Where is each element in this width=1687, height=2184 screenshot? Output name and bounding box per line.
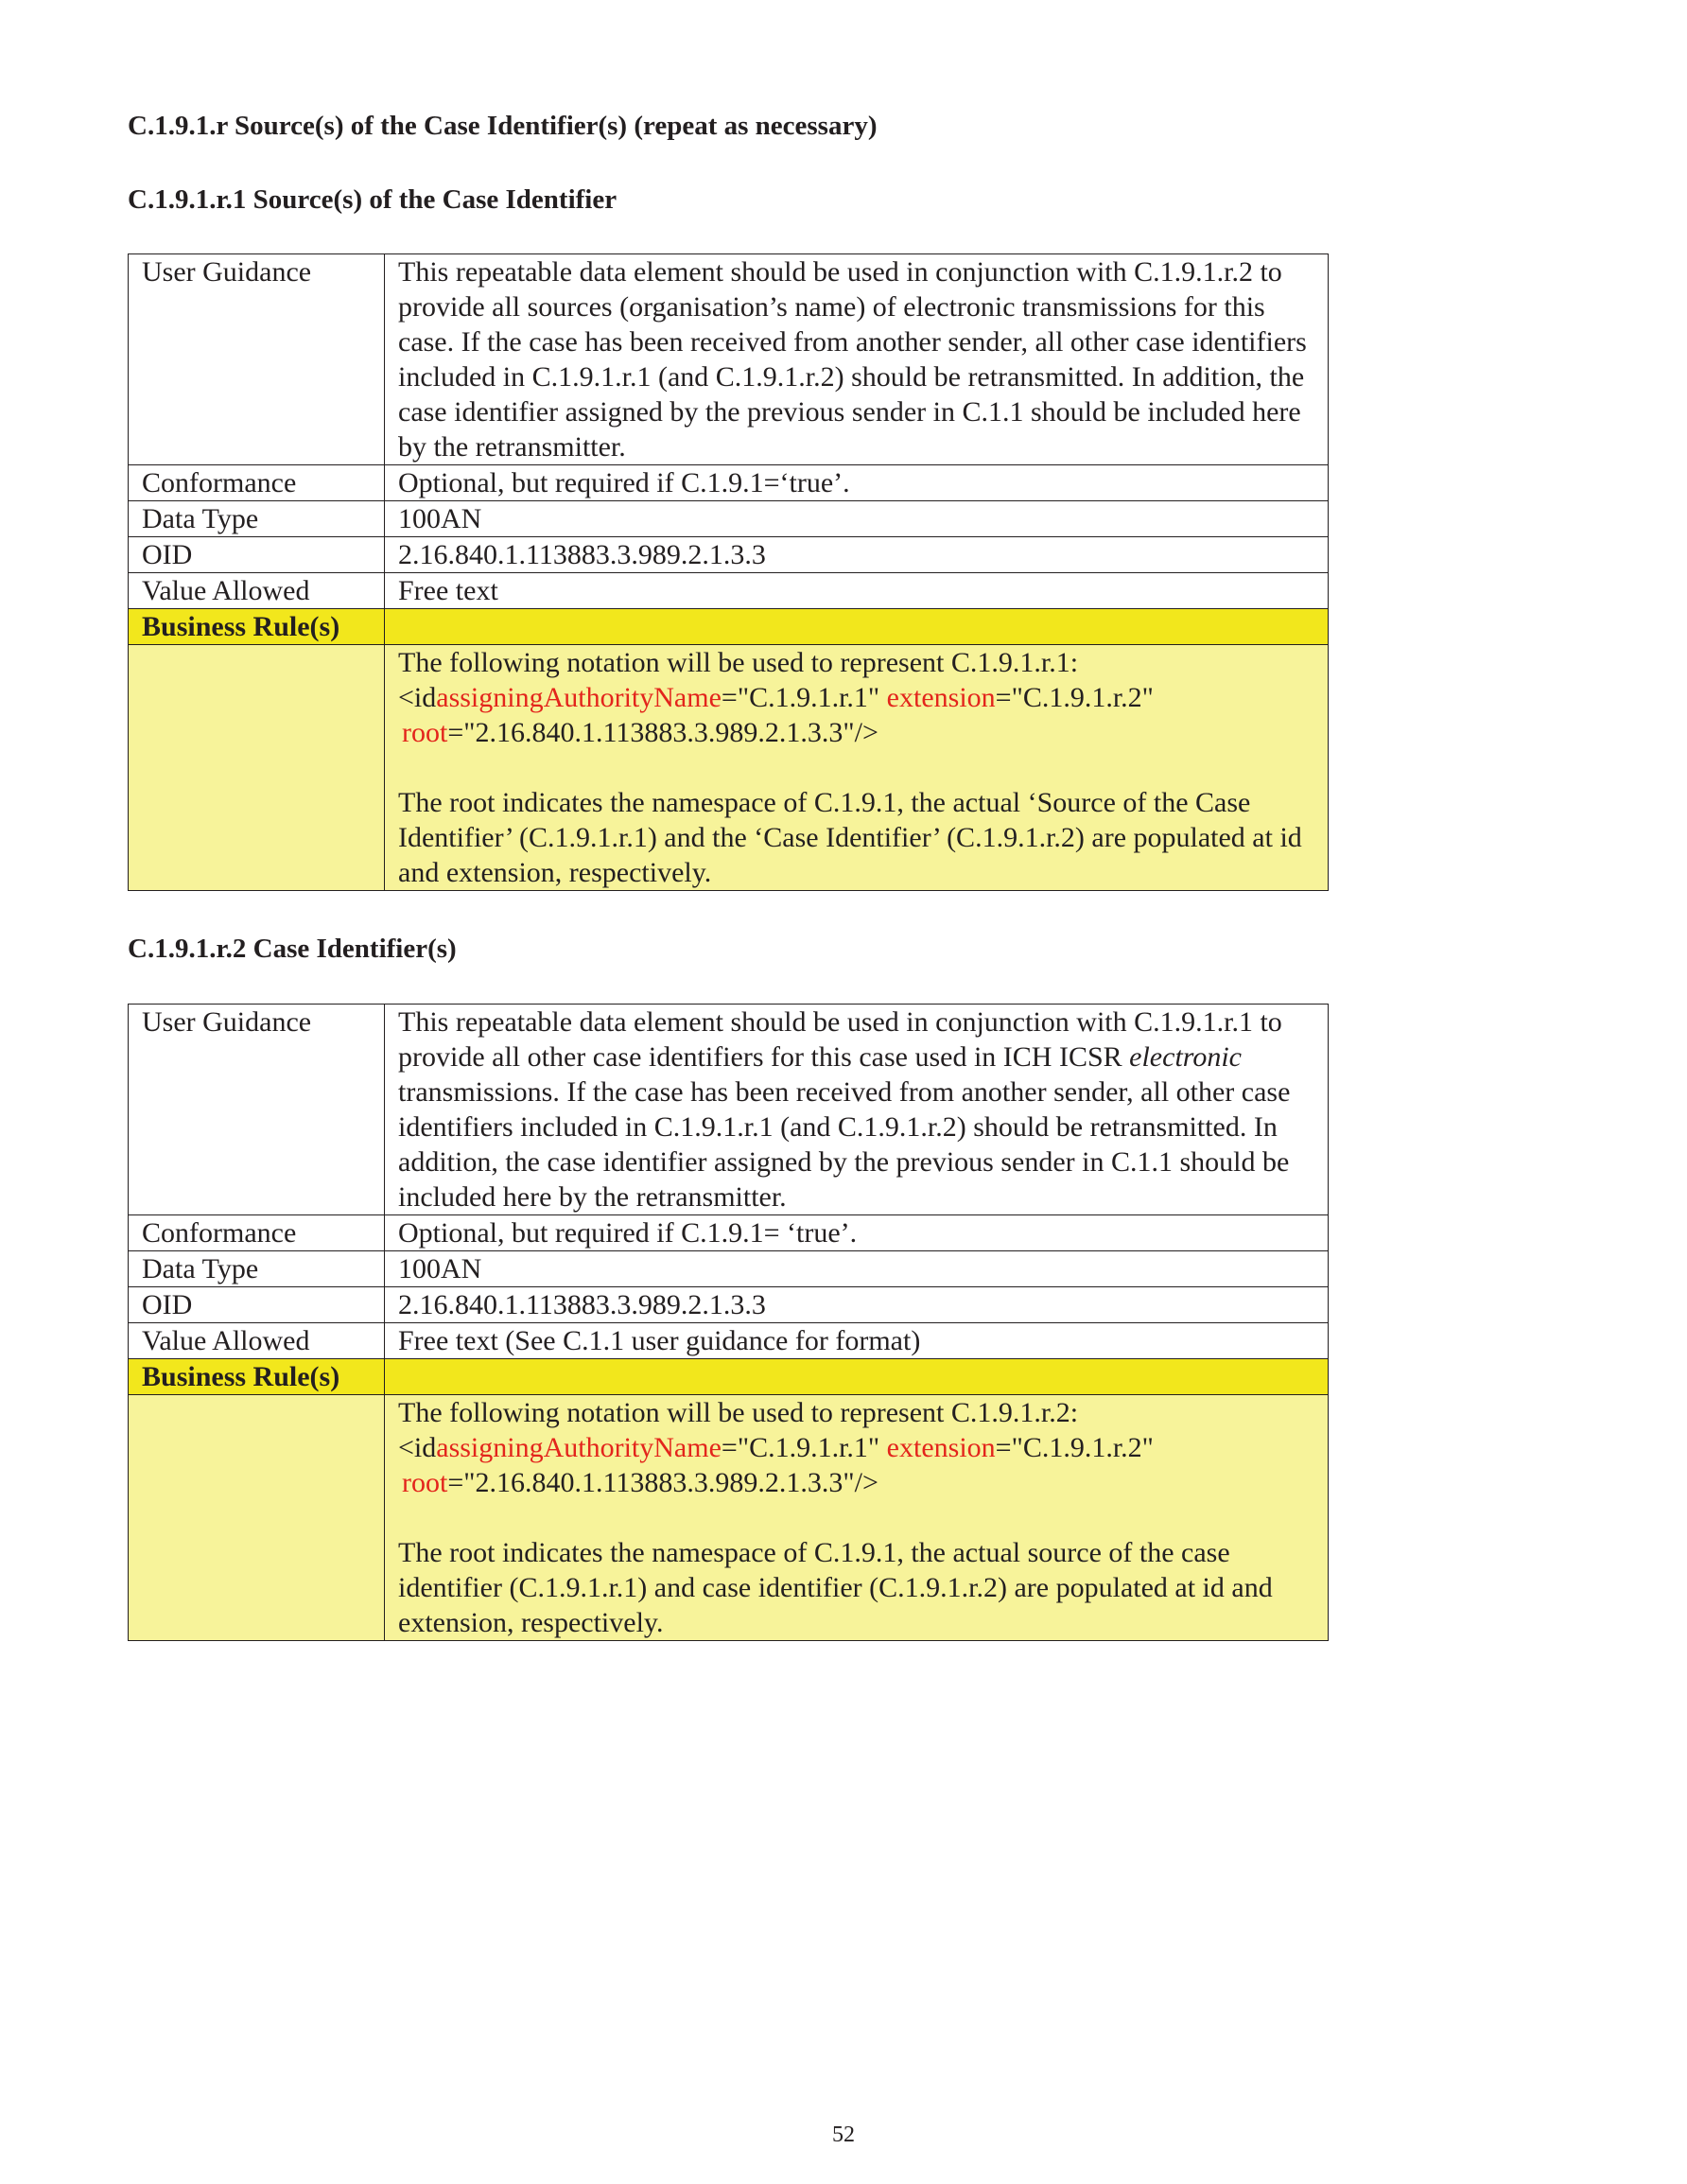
row-value: This repeatable data element should be used in conjunction with C.1.9.1.r.2 to provide all sources (organisation’s name) of electronic transmissions for this case. If the case has been received from another sender, all other case identifiers included in C.1.9.1.r.1 (and C.1.9.1.r.2) should be retransmitted. In addition, the case identifier assigned by the previous sender in C.1.1 should be included here by the retransmitter. [385, 254, 1329, 465]
business-rules-header-row [129, 1359, 1329, 1395]
notation-code-line1: <idassigningAuthorityName="C.1.9.1.r.1" extension="C.1.9.1.r.2" [398, 682, 1154, 713]
row-value: Free text [385, 573, 1329, 609]
business-rules-text [385, 645, 1329, 891]
notation-intro: The following notation will be used to represent C.1.9.1.r.1: [398, 647, 1079, 678]
row-label: OID [129, 1287, 385, 1323]
row-value: Optional, but required if C.1.9.1= ‘true’. [385, 1215, 1329, 1251]
section-heading-main: C.1.9.1.r Source(s) of the Case Identifier(s) (repeat as necessary) [128, 111, 878, 141]
row-label: Data Type [129, 1251, 385, 1287]
table-row [129, 501, 1329, 537]
row-label: User Guidance [129, 1005, 385, 1215]
row-value: 100AN [385, 1251, 1329, 1287]
table-row [129, 1251, 1329, 1287]
table-row [129, 1323, 1329, 1359]
section-heading-source: C.1.9.1.r.1 Source(s) of the Case Identifier [128, 184, 617, 215]
business-rules-header-row [129, 609, 1329, 645]
notation-note: The root indicates the namespace of C.1.9.1, the actual source of the case identifier (C.1.9.1.r.1) and case identifier (C.1.9.1.r.2) are populated at id and extension, respectively. [398, 1537, 1273, 1638]
table-row [129, 1287, 1329, 1323]
row-label: OID [129, 537, 385, 573]
row-value: Free text (See C.1.1 user guidance for format) [385, 1323, 1329, 1359]
row-label: Conformance [129, 1215, 385, 1251]
page-number: 52 [832, 2123, 855, 2147]
row-label: Value Allowed [129, 1323, 385, 1359]
section-heading-case-identifier: C.1.9.1.r.2 Case Identifier(s) [128, 934, 457, 964]
notation-note: The root indicates the namespace of C.1.9.1, the actual ‘Source of the Case Identifier’ (C.1.9.1.r.1) and the ‘Case Identifier’ (C.1.9.1.r.2) are populated at id and extension, respectively. [398, 787, 1302, 888]
row-label: Conformance [129, 465, 385, 501]
row-label: Value Allowed [129, 573, 385, 609]
row-label: User Guidance [129, 254, 385, 465]
case-identifier-table [128, 1004, 1329, 1641]
notation-code-line2: root="2.16.840.1.113883.3.989.2.1.3.3"/> [402, 717, 878, 748]
notation-code-line2: root="2.16.840.1.113883.3.989.2.1.3.3"/> [402, 1467, 878, 1498]
business-rules-row [129, 645, 1329, 891]
business-rules-label: Business Rule(s) [129, 1359, 385, 1395]
notation-code-line1: <idassigningAuthorityName="C.1.9.1.r.1" extension="C.1.9.1.r.2" [398, 1432, 1154, 1463]
business-rules-text [385, 1395, 1329, 1641]
table-row [129, 465, 1329, 501]
source-identifier-table [128, 253, 1329, 891]
row-label: Data Type [129, 501, 385, 537]
row-value: This repeatable data element should be used in conjunction with C.1.9.1.r.1 to provide all other case identifiers for this case used in ICH ICSR electronic transmissions. If the case has been received from another sender, all other case identifiers included in C.1.9.1.r.1 (and C.1.9.1.r.2) should be retransmitted. In addition, the case identifier assigned by the previous sender in C.1.1 should be included here by the retransmitter. [385, 1005, 1329, 1215]
row-value: 2.16.840.1.113883.3.989.2.1.3.3 [385, 537, 1329, 573]
table-row [129, 1005, 1329, 1215]
table-row [129, 254, 1329, 465]
table-row [129, 573, 1329, 609]
table-row [129, 537, 1329, 573]
row-value: 2.16.840.1.113883.3.989.2.1.3.3 [385, 1287, 1329, 1323]
table-row [129, 1215, 1329, 1251]
business-rules-label: Business Rule(s) [129, 609, 385, 645]
notation-intro: The following notation will be used to represent C.1.9.1.r.2: [398, 1397, 1079, 1428]
row-value: 100AN [385, 501, 1329, 537]
row-value: Optional, but required if C.1.9.1=‘true’. [385, 465, 1329, 501]
business-rules-row [129, 1395, 1329, 1641]
